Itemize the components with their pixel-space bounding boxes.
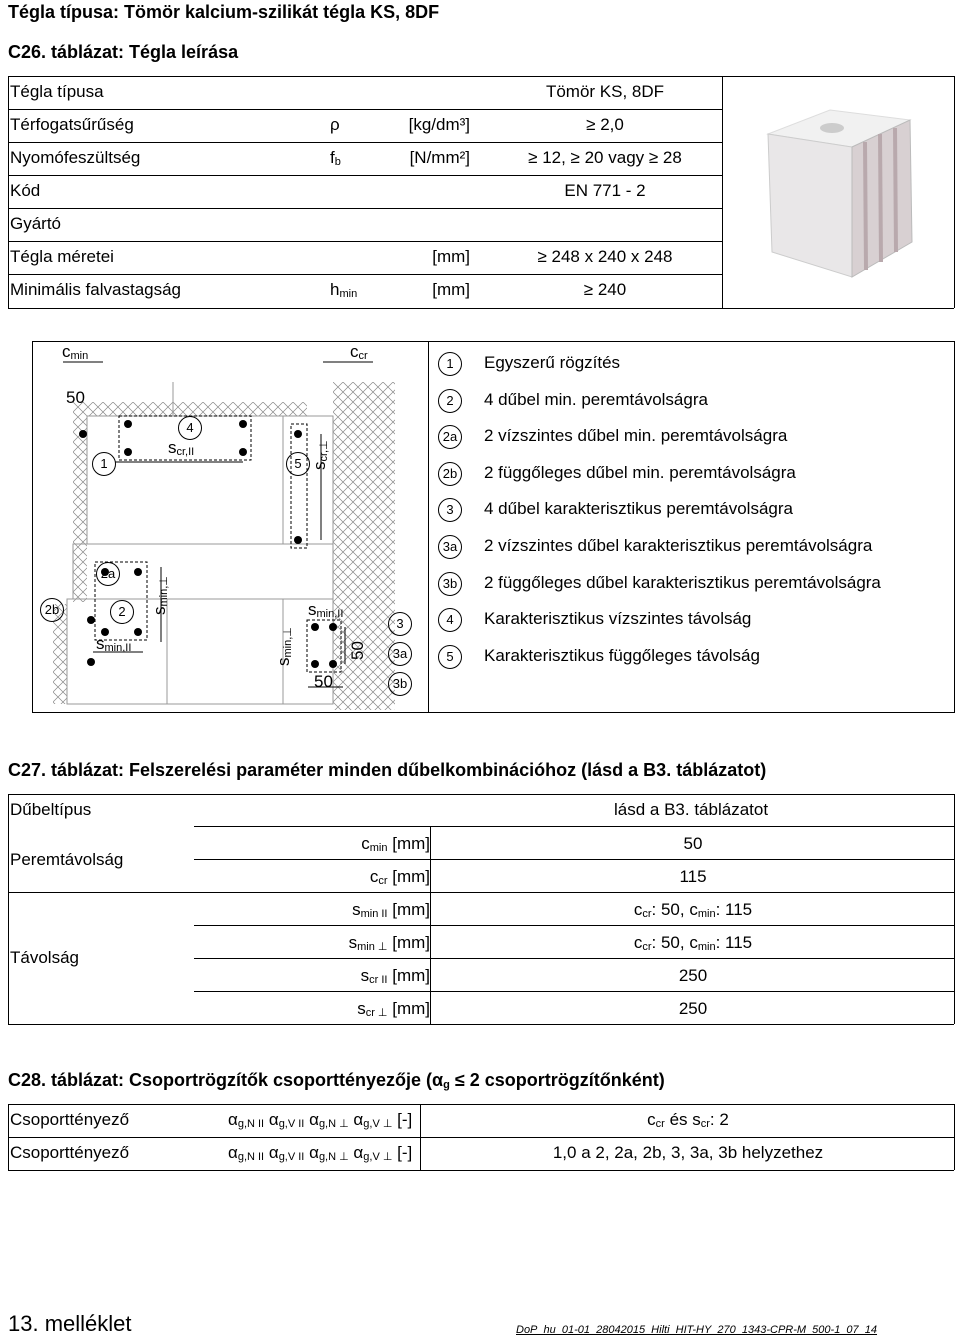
c28-value: 1,0 a 2, 2a, 2b, 3, 3a, 3b helyzethez [552, 1143, 824, 1162]
c26-row-label: Gyártó [10, 214, 62, 233]
c26-row-unit: [kg/dm³] [408, 115, 470, 134]
legend-marker: 2b [438, 462, 462, 486]
legend-marker: 2 [438, 389, 462, 413]
c27-value: $c_{cr}$: 50, $c_{min}$: 115 [633, 900, 753, 920]
c26-row-symbol: $h_{min}$ [330, 280, 358, 300]
c26-table-title: C26. táblázat: Tégla leírása [8, 42, 239, 62]
c27-value: 250 [678, 999, 708, 1018]
c27-param: $s_{cr \perp}$ [mm] [357, 999, 430, 1019]
legend-text: Karakterisztikus vízszintes távolság [484, 609, 752, 629]
c27-param: $s_{min II}$ [mm] [352, 900, 430, 920]
c28-param: $\alpha_{g,N II}$ $\alpha_{g,V II}$ $\alpha_{g,N \perp}$ $\alpha_{g,V \perp}$ [-] [228, 1110, 413, 1130]
dim-50-label: 50 [66, 388, 85, 407]
c-min-label: $c_{min}$ [62, 342, 89, 362]
c27-peremtavolsag-label: Peremtávolság [10, 850, 124, 869]
c27-param: $s_{min \perp}$ [mm] [348, 933, 430, 953]
c27-param: $s_{cr II}$ [mm] [360, 966, 430, 986]
c28-param: $\alpha_{g,N II}$ $\alpha_{g,V II}$ $\alpha_{g,N \perp}$ $\alpha_{g,V \perp}$ [-] [228, 1143, 413, 1163]
legend-marker: 3 [438, 498, 462, 522]
marker-5: 5 [286, 452, 310, 476]
c26-row-value: Tömör KS, 8DF [545, 82, 665, 101]
brick-image [760, 92, 940, 292]
c26-row-label: Tégla méretei [10, 247, 114, 266]
legend-marker: 2a [438, 425, 462, 449]
c28-label: Csoporttényező [10, 1110, 130, 1129]
legend-marker: 3a [438, 535, 462, 559]
c26-row-symbol: $f_b$ [330, 148, 341, 168]
legend-text: 2 vízszintes dűbel min. peremtávolságra [484, 426, 788, 446]
s-min-perp-label: $s_{min,\perp}$ [150, 576, 170, 615]
dim-50-bottom-label: 50 [314, 672, 333, 691]
s-cr-par-label: $s_{cr,II}$ [168, 438, 195, 458]
c26-row-symbol: ρ [330, 115, 340, 134]
page-title: Tégla típusa: Tömör kalcium-szilikát tégla KS, 8DF [8, 2, 440, 22]
dim-50-vertical-label: 50 [348, 641, 367, 660]
marker-4: 4 [178, 416, 202, 440]
marker-1: 1 [92, 452, 116, 476]
s-min-par2-label: $s_{min,II}$ [308, 600, 344, 620]
marker-2a: 2a [96, 562, 120, 586]
c26-row-value: ≥ 12, ≥ 20 vagy ≥ 28 [528, 148, 682, 167]
c26-row-label: Kód [10, 181, 41, 200]
marker-3b: 3b [388, 672, 412, 696]
c28-label: Csoporttényező [10, 1143, 130, 1162]
c27-dubeltipus-value: lásd a B3. táblázatot [614, 800, 769, 819]
legend-text: 2 függőleges dűbel min. peremtávolságra [484, 462, 796, 482]
c26-row-label: Tégla típusa [10, 82, 104, 101]
legend-text: 4 dűbel min. peremtávolságra [484, 389, 708, 409]
marker-2b: 2b [40, 598, 64, 622]
c26-row-unit: [mm] [432, 247, 470, 266]
c27-value: 50 [683, 834, 703, 853]
c28-table-title: C28. táblázat: Csoportrögzítők csoporttényezője ($\alpha_g \le 2$ csoportrögzítőnként) [8, 1070, 665, 1091]
footer-left: 13. melléklet [8, 1311, 132, 1336]
s-min-perp2-label: $s_{min,\perp}$ [274, 627, 294, 666]
legend-text: 4 dűbel karakterisztikus peremtávolságra [484, 499, 793, 519]
c27-tavolsag-label: Távolság [10, 948, 79, 967]
c27-value: 115 [679, 867, 707, 886]
legend-text: Karakterisztikus függőleges távolság [484, 645, 760, 665]
legend-text: Egyszerű rögzítés [484, 353, 621, 372]
c26-row-value: EN 771 - 2 [564, 181, 646, 200]
c27-dubeltipus-label: Dűbeltípus [10, 800, 92, 819]
legend-marker: 1 [438, 352, 462, 376]
c27-value: $c_{cr}$: 50, $c_{min}$: 115 [633, 933, 753, 953]
c28-value: $c_{cr}$ és $s_{cr}$: 2 [647, 1110, 729, 1130]
marker-2: 2 [110, 600, 134, 624]
c26-row-unit: [mm] [432, 280, 470, 299]
c26-row-value: ≥ 248 x 240 x 248 [537, 247, 673, 266]
c27-param: $c_{min}$ [mm] [361, 834, 430, 854]
legend-text: 2 függőleges dűbel karakterisztikus peremtávolságra [484, 572, 881, 592]
marker-3a: 3a [388, 642, 412, 666]
c27-table-title: C27. táblázat: Felszerelési paraméter minden dűbelkombinációhoz (lásd a B3. táblázatot) [8, 760, 767, 780]
c-cr-label: $c_{cr}$ [350, 342, 368, 362]
legend-marker: 4 [438, 608, 462, 632]
c26-row-value: ≥ 240 [583, 280, 627, 299]
s-min-par-label: $s_{min,II}$ [96, 634, 132, 654]
c26-row-value: ≥ 2,0 [586, 115, 624, 134]
c27-param: $c_{cr}$ [mm] [369, 867, 430, 887]
c26-row-label: Nyomófeszültség [10, 148, 141, 167]
marker-3: 3 [388, 612, 412, 636]
s-cr-perp-label: $s_{cr,\perp}$ [310, 440, 330, 470]
c26-row-unit: [N/mm²] [409, 148, 470, 167]
legend-text: 2 vízszintes dűbel karakterisztikus peremtávolságra [484, 536, 873, 555]
legend-marker: 5 [438, 645, 462, 669]
c26-row-label: Térfogatsűrűség [10, 115, 134, 134]
c27-value: 250 [678, 966, 708, 985]
footer-right: DoP_hu_01-01_28042015_Hilti_HIT-HY_270_1343-CPR-M_500-1_07_14 [516, 1324, 878, 1336]
legend-marker: 3b [438, 572, 462, 596]
c26-row-label: Minimális falvastagság [10, 280, 182, 299]
installation-diagram [33, 342, 428, 710]
